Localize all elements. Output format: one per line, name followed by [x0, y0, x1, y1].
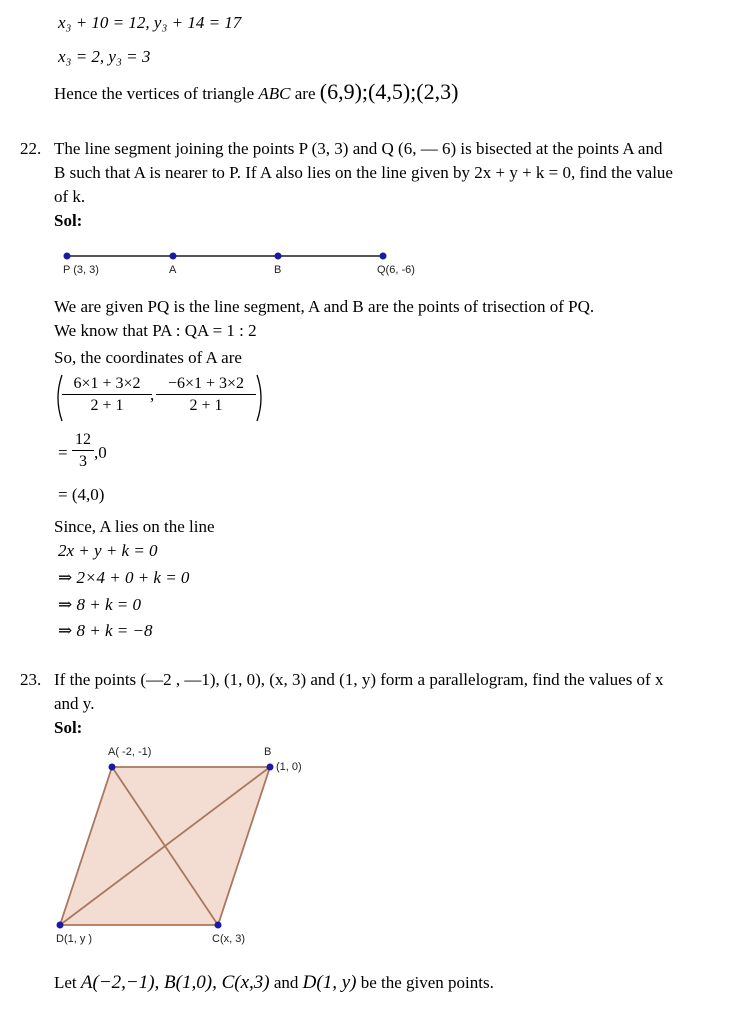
and-word: and	[269, 973, 303, 992]
label-vertex-c: C(x, 3)	[212, 933, 245, 945]
q22-sol-label: Sol:	[54, 211, 83, 230]
fraction-twelve-thirds	[72, 430, 94, 473]
fraction-comma: ,	[150, 385, 155, 404]
vertex-b	[267, 764, 274, 771]
fraction-twelve-thirds-denominator: 3	[79, 453, 87, 470]
prev-equation-1: x₃ + 10 = 12, y₃ + 14 = 17	[58, 13, 242, 32]
line-equation: 2x + y + k = 0	[58, 541, 158, 560]
coordinate-zero: ,0	[94, 443, 107, 462]
q23-sol-label: Sol:	[54, 718, 83, 737]
triangle-vertices: (6,9);(4,5);(2,3)	[319, 79, 459, 104]
point-q	[380, 253, 387, 260]
label-p: P (3, 3)	[63, 264, 99, 276]
vertex-c	[215, 922, 222, 929]
q22-sol-line-3: So, the coordinates of A are	[54, 348, 242, 367]
prev-equation-2: x₃ = 2, y₃ = 3	[58, 47, 151, 66]
q22-sol-line-1: We are given PQ is the line segment, A and B are the points of trisection of PQ.	[54, 297, 595, 316]
label-vertex-d: D(1, y )	[56, 933, 93, 945]
parallelogram-diagram	[50, 755, 290, 935]
q22-text-line-3: of k.	[54, 187, 86, 206]
fraction-twelve-thirds-numerator: 12	[72, 430, 94, 451]
right-paren	[255, 373, 267, 423]
point-p	[64, 253, 71, 260]
label-a: A	[169, 264, 177, 276]
point-a-result: = (4,0)	[58, 485, 105, 504]
result-step: ⇒ 8 + k = −8	[58, 621, 153, 640]
label-vertex-a: A( -2, -1)	[108, 746, 152, 758]
label-vertex-b-coords: (1, 0)	[276, 761, 302, 773]
triangle-name: ABC	[258, 84, 291, 103]
q22-number: 22.	[20, 139, 42, 158]
equals-sign-1: =	[58, 443, 68, 462]
q23-text-line-1: If the points (—2 , —1), (1, 0), (x, 3) and (1, y) form a parallelogram, find the values of x	[54, 670, 664, 689]
given-points-suffix: be the given points.	[356, 973, 494, 992]
prev-conclusion	[54, 81, 458, 105]
q22-text-line-1: The line segment joining the points P (3, 3) and Q (6, — 6) is bisected at the points A and	[54, 139, 663, 158]
label-vertex-b: B	[264, 746, 272, 758]
q22-sol-line-6: Since, A lies on the line	[54, 517, 215, 536]
points-abc: A(−2,−1), B(1,0), C(x,3)	[80, 972, 270, 993]
fraction-y-numerator: −6×1 + 3×2	[156, 374, 256, 395]
point-a	[170, 253, 177, 260]
prev-conclusion-text: Hence the vertices of triangle	[54, 84, 259, 103]
q23-given-points	[54, 972, 494, 994]
fraction-x-denominator: 2 + 1	[90, 397, 124, 414]
vertex-d	[57, 922, 64, 929]
label-b: B	[274, 264, 282, 276]
substitution-step: ⇒ 2×4 + 0 + k = 0	[58, 568, 190, 587]
q22-segment-diagram	[58, 246, 398, 266]
prev-are: are	[290, 84, 320, 103]
let-word: Let	[54, 973, 81, 992]
point-d: D(1, y)	[302, 972, 357, 993]
fraction-y	[156, 374, 256, 417]
q22-text-line-2: B such that A is nearer to P. If A also lies on the line given by 2x + y + k = 0, find the value	[54, 163, 673, 182]
fraction-y-denominator: 2 + 1	[189, 397, 223, 414]
point-b	[275, 253, 282, 260]
q23-text-line-2: and y.	[54, 694, 95, 713]
label-q: Q(6, -6)	[377, 264, 415, 276]
fraction-x-numerator: 6×1 + 3×2	[62, 374, 152, 395]
simplify-step: ⇒ 8 + k = 0	[58, 595, 141, 614]
q22-sol-line-2: We know that PA : QA = 1 : 2	[54, 321, 257, 340]
q23-number: 23.	[20, 670, 42, 689]
fraction-x	[62, 374, 155, 417]
vertex-a	[109, 764, 116, 771]
